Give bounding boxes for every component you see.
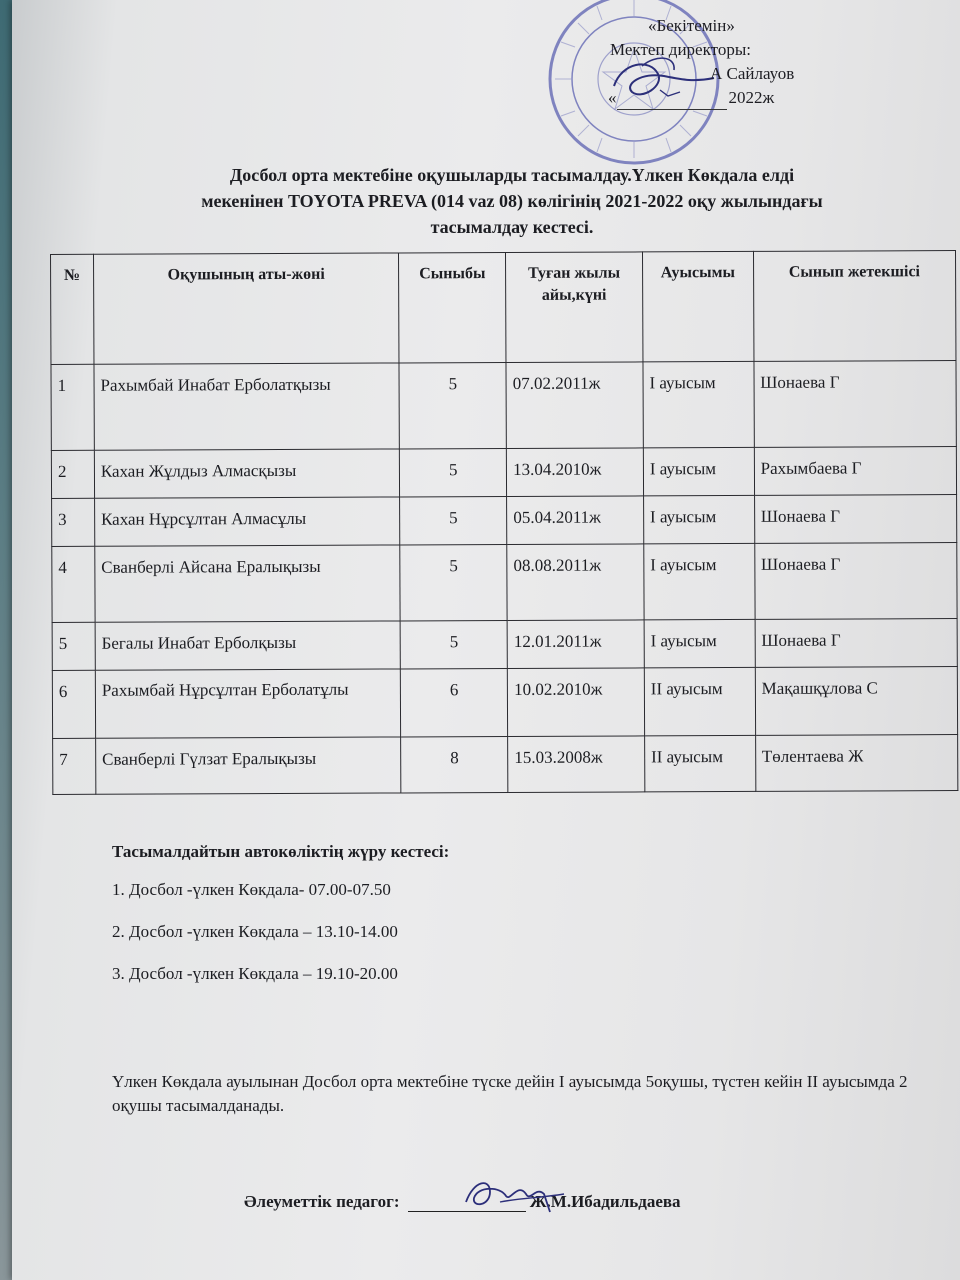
vehicle-schedule: [112, 842, 449, 1006]
student-transport-table: [50, 250, 958, 795]
title-line-2: мекенінен TOYOTA PREVA (014 vaz 08) көлігінің 2021-2022 оқу жылындағы: [201, 191, 823, 211]
cell-grade: 5: [400, 621, 507, 669]
cell-student-name: Сванберлі Айсана Ералықызы: [95, 545, 401, 622]
cell-student-name: Кахан Нұрсұлтан Алмасұлы: [94, 497, 400, 546]
approval-heading: «Бекітемін»: [648, 16, 735, 35]
approval-date-year: 2022ж: [728, 88, 775, 107]
table-row: [52, 495, 957, 547]
table-row: [51, 447, 956, 499]
cell-class-teacher: Төлентаева Ж: [755, 735, 958, 792]
header-student-name: Оқушының аты-жөні: [93, 253, 399, 364]
table-row: [52, 543, 957, 623]
cell-class-teacher: Шонаева Г: [755, 619, 958, 668]
cell-student-name: Кахан Жұлдыз Алмасқызы: [94, 449, 400, 498]
cell-grade: 8: [401, 737, 508, 793]
cell-birth-date: 05.04.2011ж: [507, 496, 644, 545]
header-grade: Сыныбы: [399, 253, 506, 363]
cell-birth-date: 10.02.2010ж: [507, 668, 644, 737]
approval-director-label: Мектеп директоры:: [610, 40, 751, 59]
header-birth-date: Туған жылы айы,күні: [506, 252, 643, 363]
cell-shift: І ауысым: [643, 495, 754, 543]
cell-number: 3: [52, 498, 95, 546]
cell-class-teacher: Шонаева Г: [754, 543, 957, 620]
table-row: [53, 735, 958, 795]
pedagogue-signature: [460, 1172, 570, 1218]
cell-student-name: Рахымбай Нұрсұлтан Ерболатұлы: [95, 669, 401, 738]
cell-shift: І ауысым: [643, 361, 754, 447]
cell-grade: 5: [400, 497, 507, 545]
title-line-3: тасымалдау кестесі.: [430, 217, 594, 237]
cell-shift: ІІ ауысым: [644, 667, 755, 735]
cell-student-name: Рахымбай Инабат Ерболатқызы: [94, 363, 400, 450]
schedule-route-3: 3. Досбол -үлкен Көкдала – 19.10-20.00: [112, 964, 398, 983]
approval-director-name: А Сайлауов: [710, 64, 795, 83]
cell-class-teacher: Мақашқұлова С: [755, 667, 958, 736]
cell-shift: ІІ ауысым: [644, 735, 755, 791]
cell-birth-date: 13.04.2010ж: [506, 448, 643, 497]
document-sheet: [12, 0, 960, 1280]
schedule-title: Тасымалдайтын автокөліктің жүру кестесі:: [112, 842, 450, 861]
table-header-row: [51, 251, 956, 365]
cell-shift: І ауысым: [644, 543, 755, 619]
footer-role: Әлеуметтік педагог:: [244, 1192, 400, 1211]
schedule-route-2: 2. Досбол -үлкен Көкдала – 13.10-14.00: [112, 922, 398, 941]
cell-birth-date: 07.02.2011ж: [506, 362, 643, 449]
cell-shift: І ауысым: [644, 619, 755, 667]
approval-date-line: [617, 93, 727, 110]
cell-number: 4: [52, 546, 95, 622]
approval-date-prefix: «: [608, 88, 617, 107]
cell-class-teacher: Шонаева Г: [754, 495, 957, 544]
cell-student-name: Бегалы Инабат Ерболқызы: [95, 621, 401, 670]
cell-number: 7: [53, 738, 96, 794]
approval-date: [608, 86, 774, 110]
cell-grade: 5: [399, 363, 506, 449]
cell-birth-date: 12.01.2011ж: [507, 620, 644, 669]
schedule-route-1: 1. Досбол -үлкен Көкдала- 07.00-07.50: [112, 880, 391, 899]
cell-grade: 5: [400, 545, 507, 621]
cell-student-name: Сванберлі Гүлзат Ералықызы: [96, 737, 402, 794]
cell-birth-date: 15.03.2008ж: [508, 736, 645, 793]
cell-birth-date: 08.08.2011ж: [507, 544, 644, 621]
cell-class-teacher: Шонаева Г: [754, 361, 957, 448]
cell-number: 6: [52, 670, 95, 738]
cell-number: 5: [52, 622, 95, 670]
cell-number: 1: [51, 364, 94, 450]
table-row: [51, 361, 956, 451]
table-row: [52, 619, 957, 671]
cell-class-teacher: Рахымбаева Г: [754, 447, 957, 496]
header-class-teacher: Сынып жетекшісі: [753, 251, 956, 362]
title-line-1: Досбол орта мектебіне оқушыларды тасымалдау.Үлкен Көкдала елді: [229, 165, 795, 185]
document-title: [102, 162, 922, 240]
header-shift: Ауысымы: [642, 251, 753, 361]
footer-name: Ж.М.Ибадильдаева: [529, 1192, 681, 1211]
table-row: [52, 667, 957, 739]
cell-shift: І ауысым: [643, 447, 754, 495]
cell-grade: 6: [401, 669, 508, 737]
transport-summary: Үлкен Көкдала ауылынан Досбол орта мектебіне түске дейін І ауысымда 5оқушы, түстен кейін ІІ ауысымда 2 оқушы тасымалданады.: [112, 1072, 908, 1115]
cell-number: 2: [51, 450, 94, 498]
header-number: №: [51, 254, 94, 364]
cell-grade: 5: [400, 449, 507, 497]
